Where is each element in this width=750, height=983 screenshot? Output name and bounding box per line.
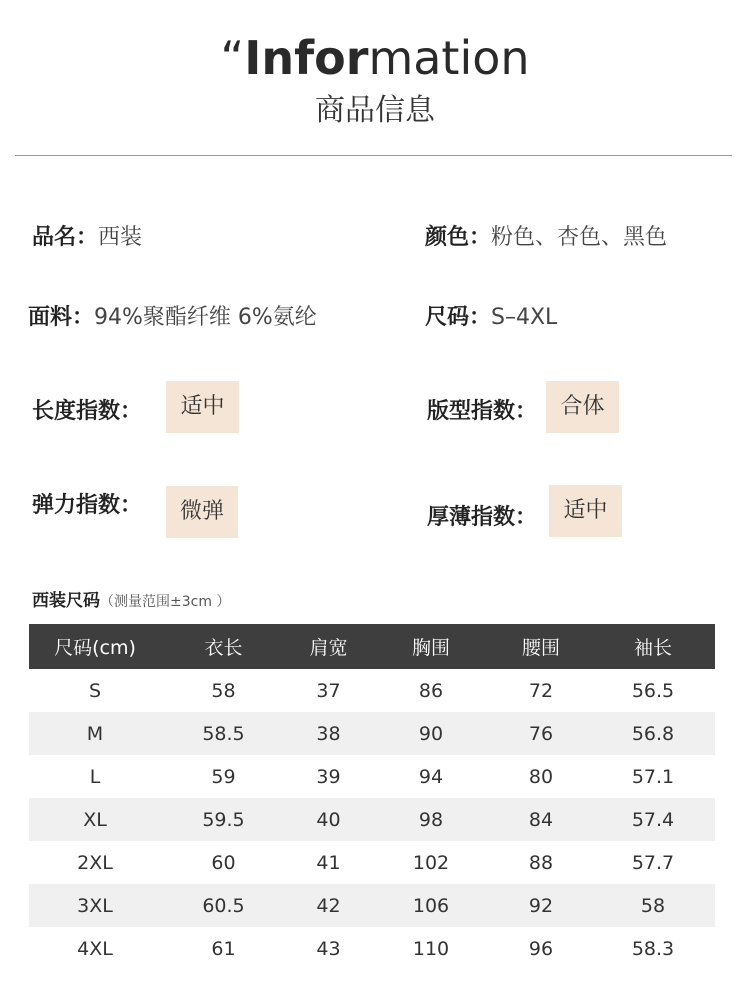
table-cell: L bbox=[89, 765, 101, 788]
table-cell: 102 bbox=[412, 851, 450, 874]
table-cell: 76 bbox=[491, 712, 591, 755]
color-value: 粉色、杏色、黑色 bbox=[491, 225, 668, 250]
table-cell: 41 bbox=[316, 851, 341, 874]
table-cell: 38 bbox=[286, 712, 371, 755]
table-cell: 59.5 bbox=[161, 798, 286, 841]
size-table-title bbox=[32, 586, 230, 611]
table-cell: 90 bbox=[371, 712, 491, 755]
table-cell: 88 bbox=[528, 851, 554, 874]
size-value: S–4XL bbox=[491, 305, 558, 330]
table-cell: 106 bbox=[371, 884, 491, 927]
color-row bbox=[425, 220, 667, 251]
table-cell: 3XL bbox=[29, 884, 161, 927]
thickness-index-label: 厚薄指数： bbox=[427, 505, 538, 530]
table-row bbox=[29, 927, 715, 970]
size-label: 尺码： bbox=[425, 305, 492, 330]
header-waist: 腰围 bbox=[491, 624, 591, 669]
table-cell: 42 bbox=[286, 884, 371, 927]
product-info-subtitle: 商品信息 bbox=[315, 93, 435, 128]
table-cell: XL bbox=[29, 798, 161, 841]
length-index-label: 长度指数： bbox=[32, 399, 143, 424]
table-cell: 72 bbox=[528, 679, 554, 702]
table-cell: 110 bbox=[412, 937, 450, 960]
table-row bbox=[29, 841, 715, 884]
table-cell: M bbox=[29, 712, 161, 755]
header-divider bbox=[15, 155, 732, 156]
title-bold-part: Infor bbox=[244, 31, 369, 85]
table-cell: 39 bbox=[316, 765, 341, 788]
fabric-row bbox=[28, 300, 317, 331]
table-cell: 60.5 bbox=[161, 884, 286, 927]
table-cell: S bbox=[88, 679, 102, 702]
elastic-index-chip: 微弹 bbox=[166, 486, 238, 538]
table-cell: 57.4 bbox=[591, 798, 715, 841]
header-chest: 胸围 bbox=[371, 624, 491, 669]
table-cell: 56.8 bbox=[591, 712, 715, 755]
table-row bbox=[29, 712, 715, 755]
table-cell: 86 bbox=[418, 679, 444, 702]
table-cell: 58 bbox=[211, 679, 236, 702]
table-cell: 40 bbox=[286, 798, 371, 841]
title-light-part: mation bbox=[368, 31, 530, 85]
fit-index-chip: 合体 bbox=[546, 381, 619, 433]
table-cell: 59 bbox=[211, 765, 236, 788]
table-cell: 96 bbox=[528, 937, 554, 960]
table-cell: 57.1 bbox=[631, 765, 675, 788]
title-quote: “ bbox=[220, 31, 245, 85]
size-row bbox=[425, 300, 557, 331]
table-cell: 56.5 bbox=[631, 679, 675, 702]
table-cell: 92 bbox=[491, 884, 591, 927]
header-sleeve: 袖长 bbox=[591, 624, 715, 669]
table-cell: 58 bbox=[591, 884, 715, 927]
table-row bbox=[29, 669, 715, 712]
table-cell: 57.7 bbox=[631, 851, 675, 874]
table-row bbox=[29, 755, 715, 798]
table-cell: 61 bbox=[211, 937, 236, 960]
header-length: 衣长 bbox=[161, 624, 286, 669]
table-cell: 37 bbox=[316, 679, 341, 702]
color-label: 颜色： bbox=[425, 225, 492, 250]
table-cell: 84 bbox=[491, 798, 591, 841]
length-index-chip: 适中 bbox=[166, 381, 239, 433]
thickness-index-chip: 适中 bbox=[549, 485, 622, 537]
table-cell: 43 bbox=[316, 937, 341, 960]
size-table-note: （测量范围±3cm ） bbox=[100, 594, 231, 610]
table-cell: 94 bbox=[418, 765, 444, 788]
fabric-label: 面料： bbox=[28, 305, 95, 330]
header-size: 尺码(cm) bbox=[29, 624, 161, 669]
table-cell: 58.5 bbox=[161, 712, 286, 755]
product-name-label: 品名： bbox=[32, 225, 99, 250]
fabric-value: 94%聚酯纤维 6%氨纶 bbox=[94, 305, 317, 330]
product-name-row bbox=[32, 220, 142, 251]
table-cell: 4XL bbox=[77, 937, 113, 960]
product-name-value: 西装 bbox=[98, 225, 143, 250]
table-cell: 58.3 bbox=[631, 937, 675, 960]
table-row bbox=[29, 884, 715, 927]
table-cell: 98 bbox=[371, 798, 491, 841]
table-row bbox=[29, 798, 715, 841]
elastic-index-label: 弹力指数： bbox=[32, 493, 143, 518]
information-title bbox=[0, 28, 750, 88]
header-shoulder: 肩宽 bbox=[286, 624, 371, 669]
table-cell: 80 bbox=[528, 765, 554, 788]
table-cell: 60 bbox=[211, 851, 236, 874]
size-table-header-row bbox=[29, 624, 715, 669]
fit-index-label: 版型指数： bbox=[427, 399, 538, 424]
table-cell: 2XL bbox=[77, 851, 113, 874]
size-table-title-main: 西装尺码 bbox=[32, 591, 100, 611]
size-table bbox=[29, 624, 715, 970]
